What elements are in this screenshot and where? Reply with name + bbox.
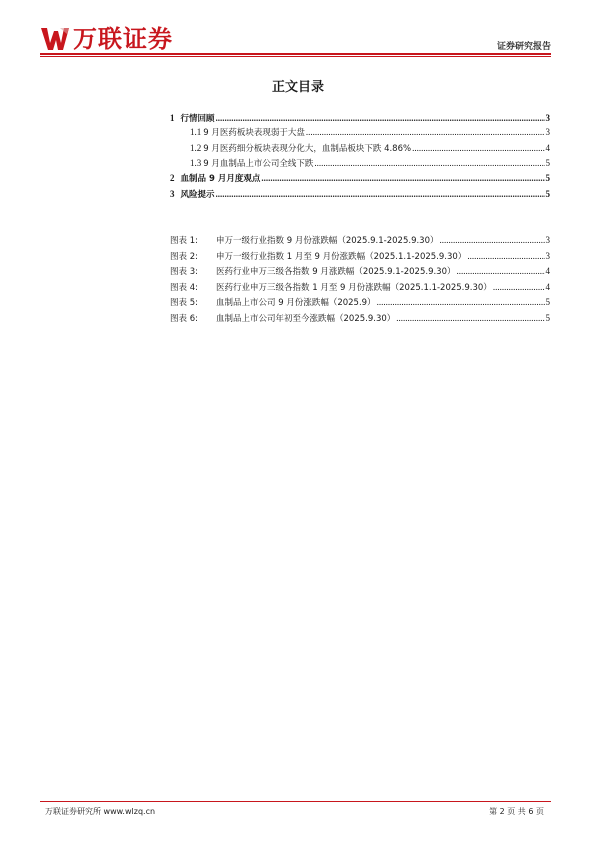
footer-page-number: 第 2 页 共 6 页	[489, 807, 544, 816]
toc-entry-page: 3	[545, 113, 550, 123]
toc-entry-number: 1.3	[190, 158, 202, 168]
toc-leader-dots	[493, 281, 545, 293]
report-type-label: 证券研究报告	[496, 42, 551, 52]
wanlian-logo-icon	[40, 25, 70, 53]
toc-entry-page: 5	[545, 158, 550, 168]
figure-label: 图表 4:	[170, 283, 198, 293]
figure-text: 医药行业申万三级各指数 1 月至 9 月份涨跌幅（2025.1.1-2025.9.30）	[216, 283, 492, 293]
figure-entry-5[interactable]	[170, 296, 550, 309]
toc-entry-number: 1.2	[190, 143, 202, 153]
toc-entry-text: 血制品 9 月月度观点	[180, 174, 261, 184]
figure-page: 5	[545, 313, 550, 323]
toc-leader-dots	[216, 112, 545, 124]
figure-text: 申万一级行业指数 1 月至 9 月份涨跌幅（2025.1.1-2025.9.30）	[216, 252, 467, 262]
toc-entry-1[interactable]	[170, 112, 550, 125]
figure-label: 图表 5:	[170, 298, 198, 308]
toc-entry-page: 3	[545, 127, 550, 137]
toc-entry-text: 行情回顾	[180, 114, 215, 124]
toc-entry-text: 风险提示	[180, 190, 215, 200]
toc-leader-dots	[457, 265, 545, 277]
figure-entry-1[interactable]	[170, 234, 550, 247]
toc-entry-2[interactable]	[170, 172, 550, 185]
toc-entry-3[interactable]	[170, 188, 550, 201]
figure-page: 5	[545, 297, 550, 307]
figure-label: 图表 6:	[170, 314, 198, 324]
figure-entry-6[interactable]	[170, 312, 550, 325]
toc-leader-dots	[412, 142, 544, 154]
toc-entry-1-3[interactable]	[190, 157, 550, 170]
toc-leader-dots	[440, 234, 545, 246]
toc-entry-text: 9 月血制品上市公司全线下跌	[203, 159, 314, 169]
logo-text: 万联证券	[73, 25, 173, 53]
toc-leader-dots	[306, 126, 545, 138]
figure-text: 血制品上市公司 9 月份涨跌幅（2025.9）	[216, 298, 376, 308]
toc-entry-text: 9 月医药细分板块表现分化大，血制品板块下跌 4.86%	[203, 144, 412, 154]
figure-text: 申万一级行业指数 9 月份涨跌幅（2025.9.1-2025.9.30）	[216, 236, 439, 246]
toc-entry-text: 9 月医药板块表现弱于大盘	[203, 128, 305, 138]
toc-leader-dots	[377, 296, 545, 308]
figure-page: 4	[545, 266, 550, 276]
figure-text: 医药行业申万三级各指数 9 月涨跌幅（2025.9.1-2025.9.30）	[216, 267, 456, 277]
figure-label: 图表 3:	[170, 267, 198, 277]
toc-leader-dots	[216, 188, 545, 200]
company-logo	[40, 24, 173, 54]
figure-label: 图表 2:	[170, 252, 198, 262]
toc-entry-number: 1	[170, 113, 175, 123]
toc-leader-dots	[467, 250, 544, 262]
figure-entry-3[interactable]	[170, 265, 550, 278]
figure-label: 图表 1:	[170, 236, 198, 246]
toc-entry-number: 1.1	[190, 127, 202, 137]
figure-page: 4	[545, 282, 550, 292]
toc-entry-page: 5	[545, 173, 550, 183]
toc-entry-number: 2	[170, 173, 175, 183]
toc-entry-page: 4	[545, 143, 550, 153]
footer-institute: 万联证券研究所 www.wlzq.cn	[45, 807, 156, 816]
figure-entry-2[interactable]	[170, 250, 550, 263]
figure-entry-4[interactable]	[170, 281, 550, 294]
figure-text: 血制品上市公司年初至今涨跌幅（2025.9.30）	[216, 314, 396, 324]
figure-page: 3	[545, 251, 550, 261]
figure-page: 3	[545, 235, 550, 245]
toc-entry-1-1[interactable]	[190, 126, 550, 139]
toc-leader-dots	[314, 157, 544, 169]
toc-title: 正文目录	[271, 80, 324, 95]
toc-entry-number: 3	[170, 189, 175, 199]
toc-entry-1-2[interactable]	[190, 142, 550, 155]
toc-leader-dots	[261, 172, 544, 184]
footer-divider	[40, 801, 551, 802]
toc-leader-dots	[396, 312, 544, 324]
toc-entry-page: 5	[545, 189, 550, 199]
